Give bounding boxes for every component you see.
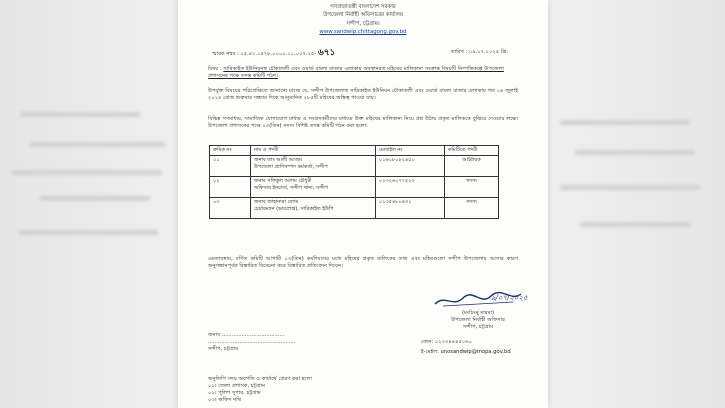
letter-date: তারিখ : ০৯.০৭.২০২৫ খ্রি: [450, 49, 508, 55]
copy-item: ০১। জেলা প্রশাসক, চট্টগ্রাম [208, 383, 266, 390]
govt-name: গণপ্রজাতন্ত্রী বাংলাদেশ সরকার [330, 4, 396, 10]
letterhead [178, 3, 548, 37]
subject [208, 66, 523, 80]
cell-name [251, 155, 376, 176]
reference-handwritten-number: ৬৭১ [317, 48, 336, 58]
signatory-office: সন্দীপ, চট্টগ্রাম [462, 324, 494, 331]
member-title: চেয়ারম্যান (ভারপ্রাপ্ত), সারিকাইত ইউপি [254, 205, 334, 212]
paragraph-3: এমতাবস্থায়, বর্ণিত কমিটি আগামী ০৩(তিন) কর্মদিবসের মধ্যে মহিষের প্রকৃত মালিকের তথ্য এবং মহিষগুলো সন্দীপ উপজেলায় আসার কারণ অনুসন্ধানপূর্বক বিস্তারিত বিবেচনা করে বিস্তারিত প্রতিবেদন দিবেন। [208, 256, 518, 270]
cell-role: সদস্য [445, 197, 499, 218]
header-mobile: মোবাইল নং [376, 146, 445, 156]
cell-mobile: ০১৩৫৪৮০৪৩১ [376, 197, 445, 218]
blurred-text-line [560, 185, 700, 190]
handwritten-signature [433, 290, 528, 310]
table-header-row [210, 146, 499, 156]
blurred-text-line [575, 150, 695, 155]
copy-list [208, 376, 312, 404]
addressee-block [208, 332, 295, 353]
copy-item: ০২। পুলিশ সুপার, চট্টগ্রাম [208, 390, 261, 397]
header-name: নাম ও পদবী [251, 146, 376, 156]
signature-date-scrawl: ৯/০৭/২০২৫ [491, 294, 528, 302]
table-row [210, 176, 499, 197]
header-serial: ক্রমিক নং [210, 146, 251, 156]
addressee-line-1: জনাব ...................................... [208, 332, 285, 338]
signatory-name: (মংচিংনু মারমা) [461, 310, 495, 316]
subject-text: সারিকাইত ইউনিয়নস্থ চৌকাতলী এবং ওয়ার্ড বাংলা বাজার এলাকায় অবস্থানরত মহিষের মালিকানা সংক্রান্ত বিষয়টি নিষ্পত্তিকল্পে উপজেলা প্রশাসনের পক্ষে তদন্ত কমিটি গঠন। [208, 66, 504, 80]
subject-label: বিষয় : [208, 66, 222, 72]
reference-number [212, 47, 335, 59]
table-row [210, 197, 499, 218]
member-title: অফিসার ইনচার্জ, সন্দীপ থানা, সন্দীপ [254, 184, 329, 191]
member-name: জনাব তাং আলী আজম [254, 156, 302, 163]
cell-serial: ০২ [210, 176, 251, 197]
blurred-text-line [30, 142, 165, 147]
header-role: কমিটিতে পদবী [445, 146, 499, 156]
member-title: উপজেলা প্রাণিসম্পদ কর্মকর্তা, সন্দীপ [254, 163, 328, 170]
cell-mobile: ০১৩২৬০৭৭৫২২ [376, 176, 445, 197]
phone-number: ০২৩৩৪৪৪৫০৬০ [434, 339, 472, 345]
blurred-text-line [18, 230, 158, 235]
copy-title: অনুলিপি সদয় অবগতি ও কার্যার্থে প্রেরণ করা হলো [208, 376, 312, 382]
cell-serial: ০৩ [210, 197, 251, 218]
cell-role: আহ্বায়ক [445, 155, 499, 176]
cell-mobile: ০১৬১৮০৮২৪৫০ [376, 155, 445, 176]
office-location: সন্দীপ, চট্টগ্রাম। [346, 20, 380, 27]
email-address[interactable]: unosandwip@mopa.gov.bd [440, 349, 511, 356]
email-label: ই-মেইল: [421, 349, 439, 356]
signature-block [423, 290, 533, 331]
addressee-line-3: সন্দীপ, চট্টগ্রাম [208, 346, 239, 353]
blurred-text-line [20, 112, 140, 117]
website-link[interactable]: www.sandwip.chittagong.gov.bd [319, 29, 407, 36]
phone-label: ফোন: [421, 339, 434, 345]
office-name: উপজেলা নির্বাহী অফিসারের কার্যালয় [323, 12, 403, 19]
blurred-text-line [580, 222, 690, 227]
cell-serial: ০১ [210, 155, 251, 176]
addressee-line-2: ..................................................... [208, 339, 296, 346]
cell-name [251, 197, 376, 218]
contact-info [421, 339, 511, 356]
reference-label: স্মারক নম্বর : ০৫.৪২.১৫৭৮.০০০০.১১.০০৭.২৫- [212, 51, 317, 57]
member-name: জনাব সফিকুল আলম চৌধুরী [254, 177, 312, 184]
committee-table [209, 145, 499, 219]
paragraph-1: উপর্যুক্ত বিষয়ের পরিপ্রেক্ষিতে জানানো যাচ্ছে যে, সন্দীপ উপজেলাস্থ সারিকাইত ইউনিয়ন চৌকাতলী এবং ওয়ার্ড বাংলা বাজার এলাকায় গত ০৪ জুলাই ২০২৫ রোজ শুক্রবার সন্ধ্যার দিকে আনুমানিক ২৮৫টি মহিষের অস্তিত্ব পাওয়া যায়। [208, 88, 518, 102]
cell-role: সদস্য [445, 176, 499, 197]
table-row [210, 155, 499, 176]
member-name: জনাব জাহানারা বেগম [254, 198, 299, 205]
blurred-text-line [40, 196, 150, 201]
document-page [178, 0, 548, 408]
cell-name [251, 176, 376, 197]
blurred-text-line [560, 120, 690, 125]
signatory-designation: উপজেলা নির্বাহী অফিসার [451, 317, 505, 324]
copy-item: ০৩। অফিস নথি [208, 397, 242, 404]
blurred-text-line [12, 170, 162, 175]
paragraph-2: বিভিন্ন গণমাধ্যম, সামাজিক যোগাযোগ মাধ্যম ও সংবাদকর্মীদের মাধ্যমে উক্ত মহিষের মালিকানা নিয়ে প্রশ্ন উঠায় প্রকৃত মালিককে বুঝিয়ে দেওয়ার লক্ষ্যে উপজেলা প্রশাসনের পক্ষে ০৩(তিন) সদস্য বিশিষ্ট তদন্ত কমিটি গঠন করা হলো: [208, 116, 518, 130]
